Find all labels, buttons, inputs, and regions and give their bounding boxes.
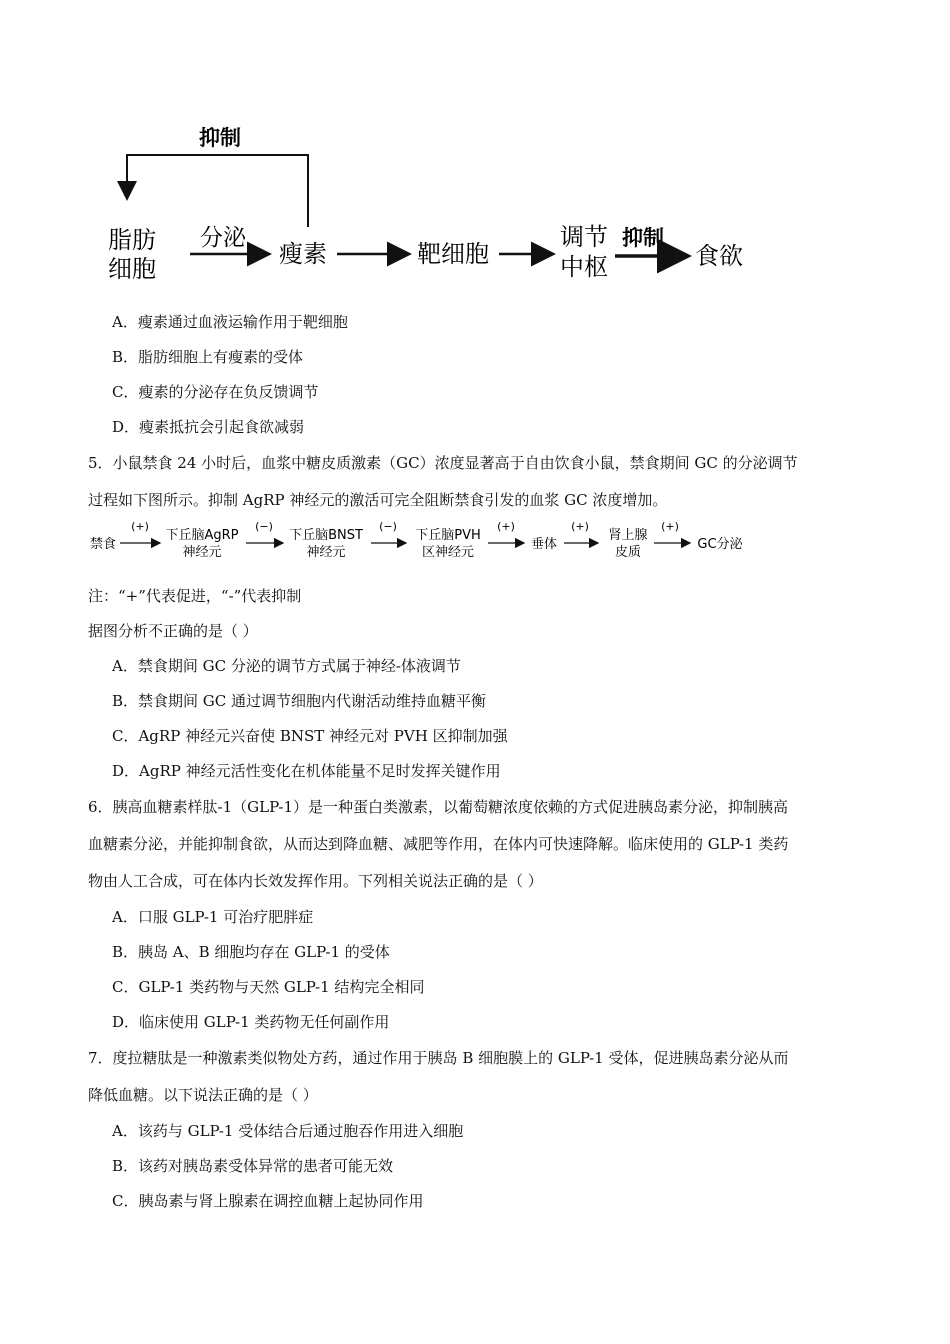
flow-node-adrenal-1: 肾上腺 <box>608 528 648 543</box>
q5-stem-2: 过程如下图所示。抑制 AgRP 神经元的激活可完全阻断禁食引发的血浆 GC 浓度增加。 <box>88 491 668 509</box>
q6-option-a: A．口服 GLP-1 可治疗肥胖症 <box>112 908 314 926</box>
secrete-label: 分泌 <box>200 225 246 251</box>
q7-option-b: B．该药对胰岛素受体异常的患者可能无效 <box>112 1157 394 1175</box>
feedback-label: 抑制 <box>199 126 241 150</box>
q4-option-d: D．瘦素抵抗会引起食欲减弱 <box>112 418 305 436</box>
flow-sign-1: (+) <box>131 520 149 533</box>
q5-option-a: A．禁食期间 GC 分泌的调节方式属于神经-体液调节 <box>112 657 461 675</box>
flow-node-pituitary: 垂体 <box>530 537 558 552</box>
q7-option-c: C．胰岛素与肾上腺素在调控血糖上起协同作用 <box>112 1192 424 1210</box>
feedback-arrow <box>127 155 308 227</box>
flow-node-agrp-1: 下丘脑AgRP <box>165 528 239 543</box>
leptin-diagram <box>95 115 795 290</box>
flow-sign-6: (+) <box>661 520 679 533</box>
fat-cell-label-2: 细胞 <box>108 255 156 283</box>
flow-node-pvh-2: 区神经元 <box>421 545 475 560</box>
q4-option-b: B．脂肪细胞上有瘦素的受体 <box>112 348 304 366</box>
q5-note: 注：“+”代表促进，“-”代表抑制 <box>88 587 302 605</box>
flow-node-fasting: 禁食 <box>89 537 117 552</box>
q4-option-a: A．瘦素通过血液运输作用于靶细胞 <box>112 313 348 331</box>
flow-node-agrp-2: 神经元 <box>182 545 222 560</box>
q5-stem-1: 5．小鼠禁食 24 小时后，血浆中糖皮质激素（GC）浓度显著高于自由饮食小鼠，禁食期间 GC 的分泌调节 <box>88 454 798 472</box>
q5-option-c: C．AgRP 神经元兴奋使 BNST 神经元对 PVH 区抑制加强 <box>112 727 508 745</box>
q7-stem-2: 降低血糖。以下说法正确的是（ ） <box>88 1086 318 1104</box>
q6-stem-3: 物由人工合成，可在体内长效发挥作用。下列相关说法正确的是（ ） <box>88 872 543 890</box>
q6-stem-2: 血糖素分泌，并能抑制食欲，从而达到降血糖、减肥等作用，在体内可快速降解。临床使用的 GLP-1 类药 <box>88 835 789 853</box>
fat-cell-label-1: 脂肪 <box>108 226 156 254</box>
q4-option-c: C．瘦素的分泌存在负反馈调节 <box>112 383 319 401</box>
target-cell-label: 靶细胞 <box>417 240 489 268</box>
q5-option-d: D．AgRP 神经元活性变化在机体能量不足时发挥关键作用 <box>112 762 501 780</box>
center-label-2: 中枢 <box>560 253 608 281</box>
leptin-label: 瘦素 <box>279 240 327 268</box>
flow-node-bnst-1: 下丘脑BNST <box>289 528 363 543</box>
flow-node-bnst-2: 神经元 <box>306 545 346 560</box>
q6-stem-1: 6．胰高血糖素样肽-1（GLP-1）是一种蛋白类激素，以葡萄糖浓度依赖的方式促进胰岛素分泌，抑制胰高 <box>88 798 788 816</box>
flow-node-gc: GC分泌 <box>697 537 743 552</box>
flow-sign-5: (+) <box>571 520 589 533</box>
flow-sign-2: (−) <box>255 520 273 533</box>
q5-ask: 据图分析不正确的是（ ） <box>88 622 258 640</box>
flow-sign-4: (+) <box>497 520 515 533</box>
q7-stem-1: 7．度拉糖肽是一种激素类似物处方药，通过作用于胰岛 B 细胞膜上的 GLP-1 受体，促进胰岛素分泌从而 <box>88 1049 789 1067</box>
flow-sign-3: (−) <box>379 520 397 533</box>
center-label-1: 调节 <box>560 223 608 251</box>
q5-option-b: B．禁食期间 GC 通过调节细胞内代谢活动维持血糖平衡 <box>112 692 487 710</box>
q7-option-a: A．该药与 GLP-1 受体结合后通过胞吞作用进入细胞 <box>112 1122 464 1140</box>
appetite-label: 食欲 <box>695 242 743 270</box>
flow-node-adrenal-2: 皮质 <box>614 545 642 560</box>
q6-option-b: B．胰岛 A、B 细胞均存在 GLP-1 的受体 <box>112 943 390 961</box>
gc-flow-diagram <box>88 520 768 566</box>
inhibit-label: 抑制 <box>622 226 664 250</box>
flow-node-pvh-1: 下丘脑PVH <box>415 528 481 543</box>
q6-option-c: C．GLP-1 类药物与天然 GLP-1 结构完全相同 <box>112 978 425 996</box>
q6-option-d: D．临床使用 GLP-1 类药物无任何副作用 <box>112 1013 390 1031</box>
